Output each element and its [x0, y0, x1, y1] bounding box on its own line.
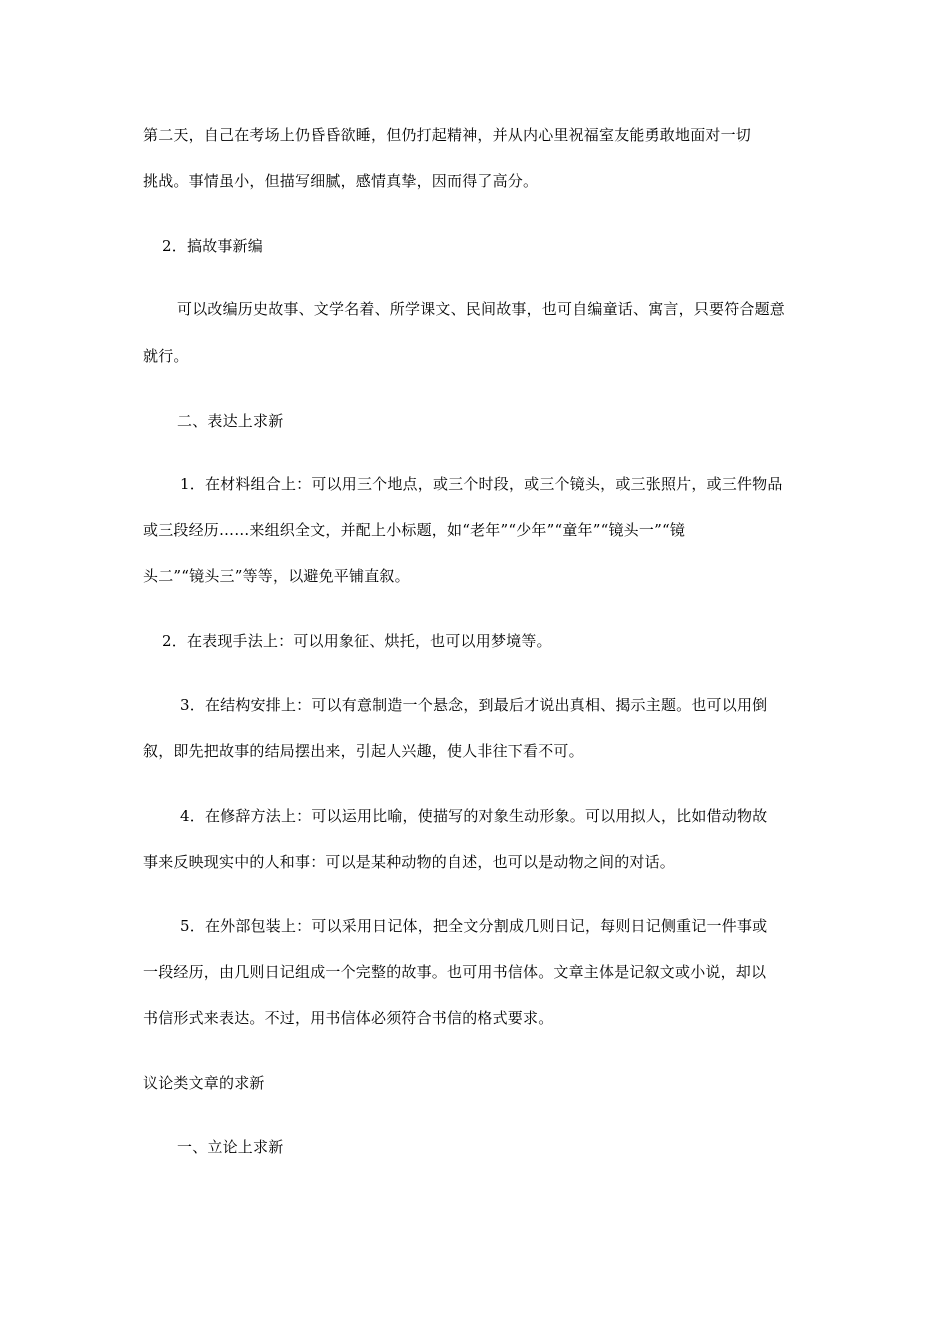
text-line: 叙，即先把故事的结局摆出来，引起人兴趣，使人非往下看不可。	[143, 742, 584, 760]
text-line: 2．在表现手法上：可以用象征、烘托，也可以用梦境等。	[162, 632, 552, 650]
text-line: 第二天，自己在考场上仍昏昏欲睡，但仍打起精神，并从内心里祝福室友能勇敢地面对一切	[143, 126, 752, 144]
text-line: 4．在修辞方法上：可以运用比喻，使描写的对象生动形象。可以用拟人，比如借动物故	[180, 807, 768, 825]
section-heading: 二、表达上求新	[177, 412, 284, 430]
text-line: 1．在材料组合上：可以用三个地点，或三个时段，或三个镜头，或三张照片，或三件物品	[180, 475, 783, 493]
text-line: 书信形式来表达。不过，用书信体必须符合书信的格式要求。	[143, 1009, 554, 1027]
text-line: 事来反映现实中的人和事：可以是某种动物的自述，也可以是动物之间的对话。	[143, 853, 676, 871]
text-line: 或三段经历……来组织全文，并配上小标题，如“老年”“少年”“童年”“镜头一”“镜	[143, 521, 686, 539]
text-line: 5．在外部包装上：可以采用日记体，把全文分割成几则日记，每则日记侧重记一件事或	[180, 917, 768, 935]
section-heading: 2．搞故事新编	[162, 237, 263, 255]
text-line: 可以改编历史故事、文学名着、所学课文、民间故事，也可自编童话、寓言，只要符合题意	[177, 300, 786, 318]
section-heading: 一、立论上求新	[177, 1138, 284, 1156]
text-line: 一段经历，由几则日记组成一个完整的故事。也可用书信体。文章主体是记叙文或小说，却以	[143, 963, 767, 981]
section-heading: 议论类文章的求新	[143, 1074, 265, 1092]
text-line: 3．在结构安排上：可以有意制造一个悬念，到最后才说出真相、揭示主题。也可以用倒	[180, 696, 768, 714]
text-line: 就行。	[143, 347, 189, 365]
text-line: 头二”“镜头三”等等，以避免平铺直叙。	[143, 567, 410, 585]
text-line: 挑战。事情虽小，但描写细腻，感情真挚，因而得了高分。	[143, 172, 539, 190]
